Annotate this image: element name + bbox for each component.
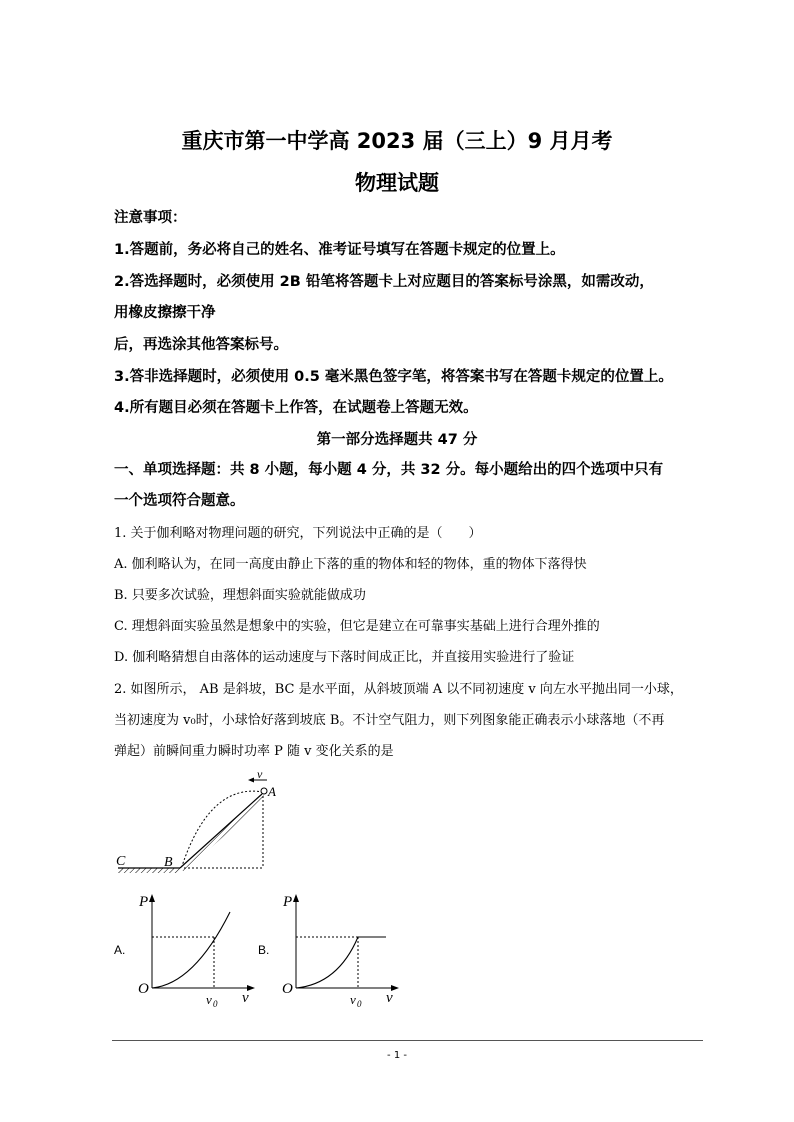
graph-b-y-label: P: [283, 894, 293, 910]
exam-subtitle: 物理试题: [355, 171, 439, 195]
note-item-4: 4.所有题目必须在答题卡上作答，在试题卷上答题无效。: [114, 400, 478, 416]
slope-hatch: [180, 794, 266, 872]
graph-b-x-label: v: [386, 990, 393, 1006]
section-instruction-line2: 一个选项符合题意。: [114, 493, 245, 509]
q1-option-d: D. 伽利略猜想自由落体的运动速度与下落时间成正比，并直接用实验进行了验证: [114, 650, 575, 665]
graph-b: [276, 890, 406, 1008]
note-item-2: 2.答选择题时，必须使用 2B 铅笔将答题卡上对应题目的答案标号涂黑，如需改动，: [114, 274, 654, 290]
graph-b-curve: [296, 937, 358, 988]
section-instruction-line1: 一、单项选择题：共 8 小题，每小题 4 分，共 32 分。每小题给出的四个选项中只有: [114, 462, 664, 478]
graph-a-y-label: P: [139, 894, 149, 910]
page-number: - 1 -: [387, 1050, 407, 1061]
ball: [261, 788, 267, 794]
slope-figure: [110, 768, 290, 880]
graph-b-option-label: B.: [258, 943, 270, 957]
graph-a: [132, 890, 262, 1008]
graph-b-origin: O: [282, 981, 293, 997]
graph-a-y-arrow: [149, 894, 155, 902]
graph-b-tick-sub: 0: [357, 999, 362, 1008]
label-v: v: [257, 768, 263, 781]
slope-line: [180, 794, 262, 868]
footer-divider: [112, 1040, 703, 1041]
graph-b-y-arrow: [293, 894, 299, 902]
note-item-2-cont: 用橡皮擦擦干净: [114, 305, 216, 321]
graph-a-origin: O: [138, 981, 149, 997]
note-item-2-end: 后，再选涂其他答案标号。: [114, 337, 288, 353]
q1-stem: 1. 关于伽利略对物理问题的研究，下列说法中正确的是（ ）: [114, 526, 482, 541]
graph-a-option-label: A.: [114, 943, 126, 957]
q2-stem-line2: 当初速度为 v₀时，小球恰好落到坡底 B。不计空气阻力，则下列图象能正确表示小球落地（不再: [114, 713, 665, 728]
graph-b-tick: v: [350, 992, 356, 1007]
q1-option-b: B. 只要多次试验，理想斜面实验就能做成功: [114, 588, 366, 603]
label-B: B: [164, 855, 173, 870]
label-A: A: [268, 784, 276, 799]
graph-a-x-label: v: [242, 990, 249, 1006]
graph-a-tick-sub: 0: [213, 999, 218, 1008]
graph-a-tick: v: [206, 992, 212, 1007]
q2-stem-line3: 弹起）前瞬间重力瞬时功率 P 随 v 变化关系的是: [114, 744, 394, 759]
graph-a-curve: [152, 912, 230, 988]
note-item-1: 1.答题前，务必将自己的姓名、准考证号填写在答题卡规定的位置上。: [114, 242, 565, 258]
q1-option-a: A. 伽利略认为，在同一高度由静止下落的重的物体和轻的物体，重的物体下落得快: [114, 557, 587, 572]
notes-heading: 注意事项：: [114, 210, 187, 226]
velocity-arrowhead: [248, 778, 254, 783]
label-C: C: [116, 854, 126, 869]
part1-heading: 第一部分选择题共 47 分: [316, 432, 478, 448]
note-item-3: 3.答非选择题时，必须使用 0.5 毫米黑色签字笔，将答案书写在答题卡规定的位置上。: [114, 369, 673, 385]
exam-title: 重庆市第一中学高 2023 届（三上）9 月月考: [181, 129, 613, 153]
q2-stem-line1: 2. 如图所示， AB 是斜坡，BC 是水平面，从斜坡顶端 A 以不同初速度 v 向左水平抛出同一小球，: [114, 682, 683, 697]
q1-option-c: C. 理想斜面实验虽然是想象中的实验，但它是建立在可靠事实基础上进行合理外推的: [114, 619, 600, 634]
